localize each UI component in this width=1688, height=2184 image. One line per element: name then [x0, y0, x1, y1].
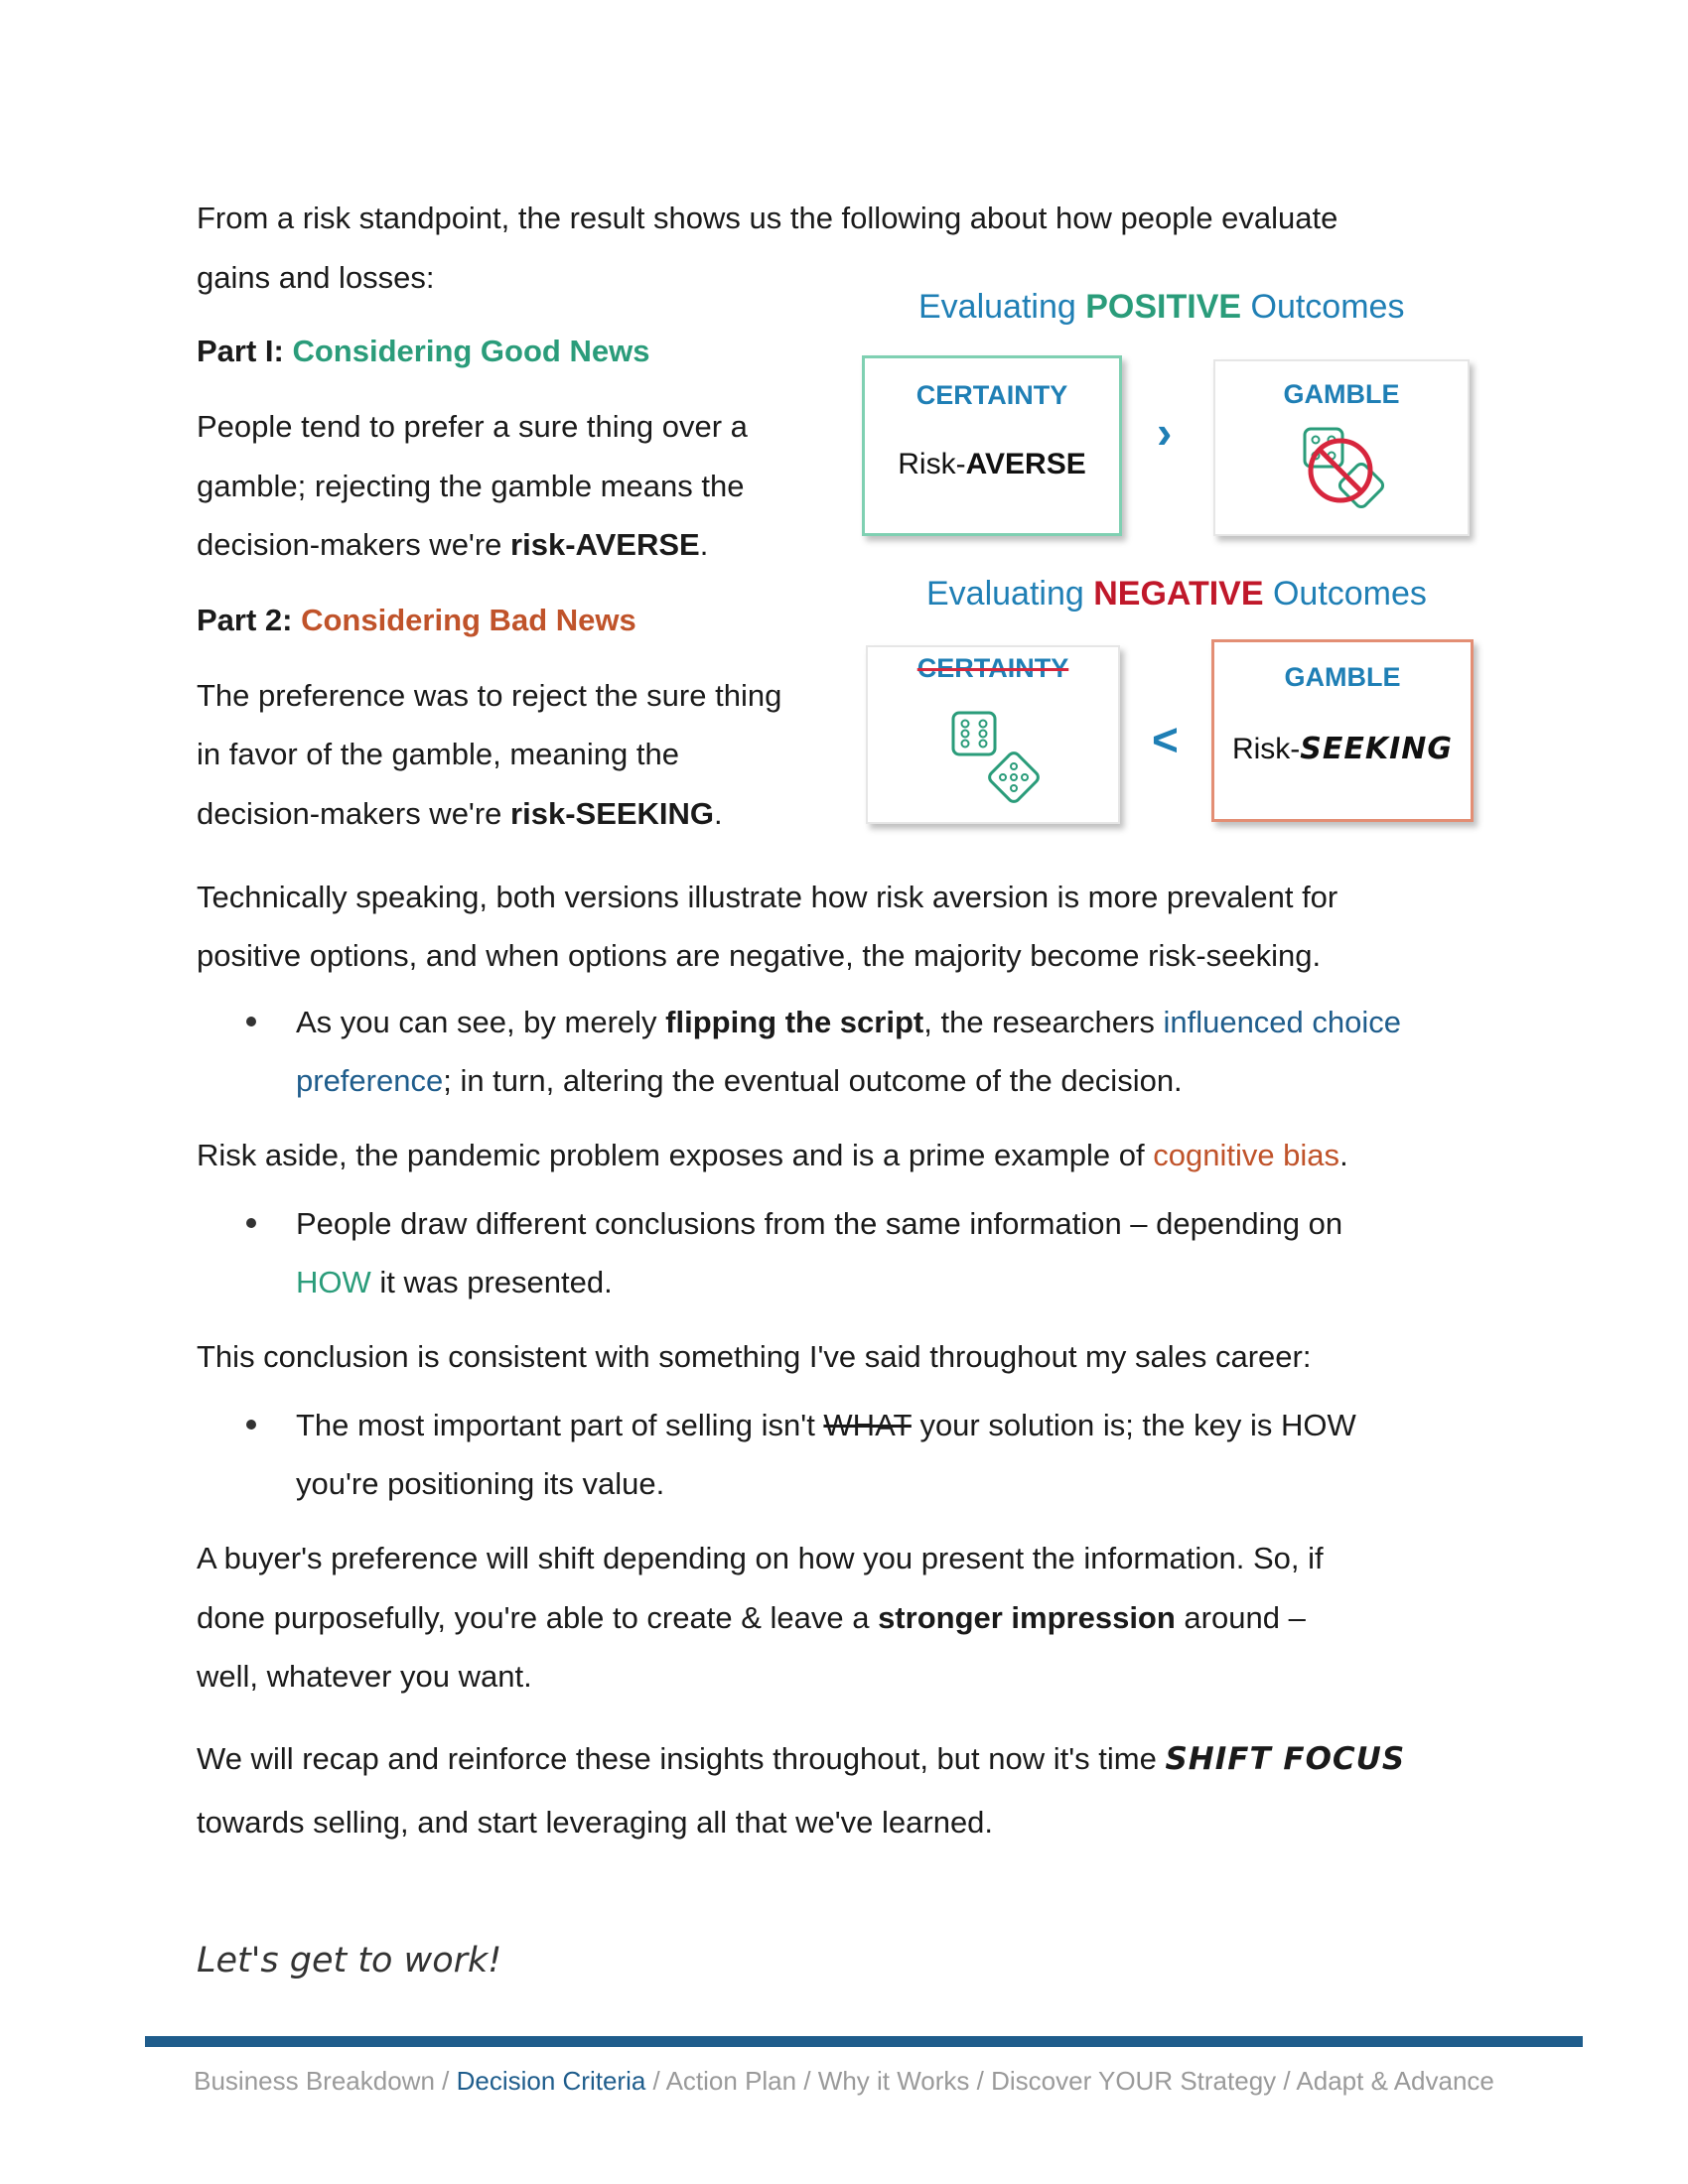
- signoff: Let's get to work!: [197, 1941, 502, 1980]
- bullet-dot: [246, 1420, 256, 1430]
- bullet-1-line-1: As you can see, by merely flipping the script, the researchers influenced choice: [296, 1005, 1402, 1039]
- cognitive-bias-link[interactable]: cognitive bias: [1153, 1138, 1340, 1172]
- part1-text-a: People tend to prefer a sure thing over a: [197, 409, 748, 444]
- positive-greater-than: ›: [1157, 406, 1173, 458]
- bullet-1-line-2: preference; in turn, altering the eventual outcome of the decision.: [296, 1063, 1183, 1098]
- footer-breadcrumb: Business Breakdown / Decision Criteria / Action Plan / Why it Works / Discover YOUR Strategy / Adapt & Advance: [194, 2066, 1494, 2096]
- footer-item-discover-your-strategy[interactable]: Discover YOUR Strategy: [991, 2066, 1277, 2096]
- recap-line-2: towards selling, and start leveraging all that we've learned.: [197, 1805, 994, 1840]
- bullet-2-line-2: HOW it was presented.: [296, 1265, 613, 1299]
- technically-line-2: positive options, and when options are negative, the majority become risk-seeking.: [197, 938, 1322, 973]
- buyer-line-1: A buyer's preference will shift depending on how you present the information. So, if: [197, 1541, 1324, 1575]
- negative-gamble-box: [1211, 639, 1474, 822]
- dice-icon: [947, 707, 1047, 816]
- intro-line-2: gains and losses:: [197, 260, 435, 295]
- positive-gamble-box: [1213, 359, 1470, 536]
- part1-text-b: gamble; rejecting the gamble means the: [197, 469, 745, 503]
- footer-item-decision-criteria[interactable]: Decision Criteria: [456, 2066, 646, 2096]
- part2-text-b: in favor of the gamble, meaning the: [197, 737, 679, 771]
- footer-rule: [145, 2036, 1583, 2047]
- bullet-dot: [246, 1017, 256, 1026]
- negative-gamble-head: GAMBLE: [1284, 662, 1401, 692]
- part1-text-c: decision-makers we're risk-AVERSE.: [197, 527, 709, 562]
- footer-item-action-plan[interactable]: Action Plan: [665, 2066, 797, 2096]
- part2-text-c: decision-makers we're risk-SEEKING.: [197, 796, 723, 831]
- conclusion: This conclusion is consistent with something I've said throughout my sales career:: [197, 1339, 1312, 1374]
- positive-certainty-box: [862, 355, 1122, 536]
- negative-outcomes-title: Evaluating NEGATIVE Outcomes: [926, 575, 1427, 613]
- no-dice-icon: [1295, 419, 1394, 518]
- bullet-2-line-1: People draw different conclusions from the same information – depending on: [296, 1206, 1343, 1241]
- buyer-line-2: done purposefully, you're able to create & leave a stronger impression around –: [197, 1600, 1306, 1635]
- recap-line-1: We will recap and reinforce these insights throughout, but now it's time SHIFT FOCUS: [197, 1741, 1406, 1777]
- footer-item-why-it-works[interactable]: Why it Works: [817, 2066, 970, 2096]
- part2-text-a: The preference was to reject the sure thing: [197, 678, 782, 713]
- part2-heading: Part 2: Considering Bad News: [197, 603, 636, 637]
- footer-item-business-breakdown[interactable]: Business Breakdown: [194, 2066, 435, 2096]
- risk-aside: Risk aside, the pandemic problem exposes and is a prime example of cognitive bias.: [197, 1138, 1348, 1172]
- bullet-3-line-1: The most important part of selling isn't WHAT your solution is; the key is HOW: [296, 1408, 1356, 1442]
- negative-gamble-body: Risk-SEEKING: [1231, 732, 1454, 766]
- buyer-line-3: well, whatever you want.: [197, 1659, 532, 1694]
- bullet-3-line-2: you're positioning its value.: [296, 1466, 665, 1501]
- influenced-choice-link[interactable]: influenced choice: [1163, 1005, 1402, 1039]
- positive-certainty-body: Risk-AVERSE: [898, 448, 1086, 480]
- footer-item-adapt-advance[interactable]: Adapt & Advance: [1296, 2066, 1494, 2096]
- positive-certainty-head: CERTAINTY: [915, 380, 1068, 410]
- preference-link[interactable]: preference: [296, 1063, 444, 1098]
- technically-line-1: Technically speaking, both versions illustrate how risk aversion is more prevalent for: [197, 880, 1338, 914]
- negative-certainty-box: [866, 645, 1120, 824]
- positive-outcomes-title: Evaluating POSITIVE Outcomes: [918, 288, 1405, 326]
- part1-heading: Part I: Considering Good News: [197, 334, 650, 368]
- negative-less-than: <: [1152, 714, 1179, 765]
- intro-line-1: From a risk standpoint, the result shows us the following about how people evaluate: [197, 201, 1338, 235]
- negative-certainty-head: CERTAINTY: [916, 653, 1069, 683]
- positive-gamble-head: GAMBLE: [1283, 379, 1400, 409]
- bullet-dot: [246, 1218, 256, 1228]
